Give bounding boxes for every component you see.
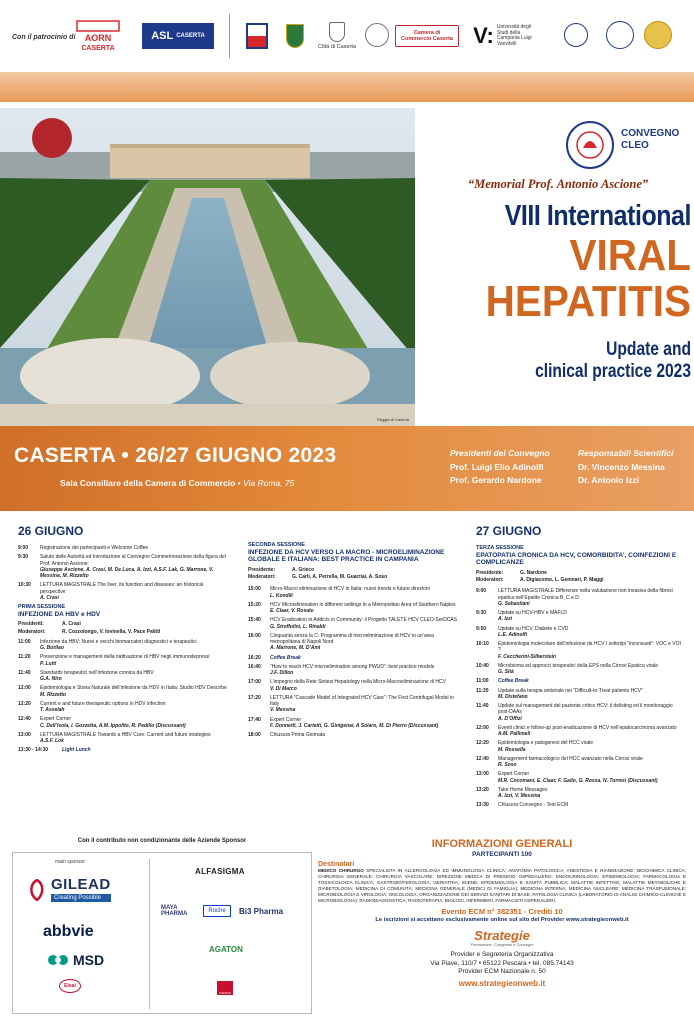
program-time: 17:40 bbox=[248, 716, 261, 723]
program-entry bbox=[40, 685, 230, 698]
program-time: 16:00 bbox=[248, 632, 261, 639]
program-speakers: V. Di Marco bbox=[270, 685, 297, 692]
program-row bbox=[476, 688, 682, 701]
gilead-logo bbox=[27, 877, 111, 902]
program-time: 9:30 bbox=[476, 610, 487, 617]
program-text: Epidemiologia e patogenesi del HCC virale bbox=[498, 740, 594, 747]
moderator-row bbox=[248, 574, 460, 580]
program-entry bbox=[498, 725, 682, 738]
program-time: 12:00 bbox=[476, 724, 489, 731]
program-row bbox=[476, 787, 682, 800]
moderator-row bbox=[18, 629, 230, 635]
program-text: Expert Corner bbox=[498, 771, 530, 778]
cleo-seal-icon bbox=[565, 120, 615, 170]
moderator-role: Presidenti: bbox=[18, 621, 44, 628]
program-text: Take Home Messages bbox=[498, 786, 548, 793]
program-speakers: F. Ceccherini-Silberstein bbox=[498, 653, 557, 660]
program-entry bbox=[40, 732, 230, 745]
program-time: 9:30 bbox=[18, 554, 29, 561]
provider-line3: Provider ECM Nazionale n. 50 bbox=[458, 968, 546, 976]
session1-list bbox=[18, 639, 230, 754]
moderator-names: A. Grieco bbox=[292, 566, 315, 573]
moderator-role: Presidente: bbox=[476, 569, 504, 576]
city-date: CASERTA • 26/27 GIUGNO 2023 bbox=[14, 444, 337, 467]
program-row bbox=[476, 678, 682, 684]
program-row bbox=[476, 641, 682, 660]
program-time: 12:40 bbox=[18, 716, 31, 723]
session1-title: INFEZIONE DA HBV e HDV bbox=[18, 610, 101, 618]
program-text: Current e and future therapeutic options in HDV infection bbox=[40, 700, 166, 707]
program-time: 9:50 bbox=[476, 625, 487, 632]
program-text: Standards terapeutici nell’infezione cronica da HBV bbox=[40, 669, 154, 676]
program-text: Saluto delle Autorità ed Introduzione al Convegno Commemorazione della figura del Prof. Antonio Ascione: bbox=[40, 554, 226, 567]
program-row bbox=[18, 654, 230, 667]
program-speakers: L.E. Adinolfi bbox=[498, 631, 527, 638]
subtitle-line2: clinical practice 2023 bbox=[535, 361, 691, 382]
patronage-bar bbox=[0, 0, 694, 72]
title-line3: HEPATITIS bbox=[485, 277, 691, 326]
program-time: 10:10 bbox=[476, 641, 489, 648]
program-text: Update sul management del paziente critico HCV: il delisting ed il monitoraggio post-DAAs bbox=[498, 703, 673, 716]
program-time: 15:40 bbox=[248, 617, 261, 624]
program-time: 17:20 bbox=[248, 694, 261, 701]
program-speakers: G. Stroffolini, L. Rinaldi bbox=[270, 623, 326, 630]
program-speakers: L. Kondili bbox=[270, 592, 293, 599]
gilead-icon bbox=[27, 879, 47, 901]
msd-icon bbox=[47, 951, 69, 969]
program-speakers: M. Rossella bbox=[498, 746, 526, 753]
session3-title: EPATOPATIA CRONICA DA HCV, COMORBIDITA’, COINFEZIONI E COMPLICANZE bbox=[476, 551, 677, 567]
ecm-line: Evento ECM n° 382351 - Crediti 10 bbox=[441, 906, 563, 916]
program-col-2 bbox=[248, 524, 460, 741]
program-entry bbox=[270, 617, 460, 630]
title-line2: VIRAL bbox=[569, 231, 691, 280]
program-text: Infezione da HBV: Nuovi e vecchi biomarcatori diagnostici e terapeutici bbox=[40, 638, 197, 645]
program-time: 11:20 bbox=[18, 654, 31, 661]
moderator-names: G. Nardone bbox=[520, 569, 547, 576]
program-time: 9:00 bbox=[18, 545, 29, 551]
general-info-section bbox=[318, 838, 686, 988]
gilead-name: GILEAD bbox=[51, 876, 111, 893]
program-speakers: M. Rizzetto bbox=[40, 691, 67, 698]
program-time: 12:20 bbox=[476, 740, 489, 747]
citta-di-caserta-text: Città di Caserta bbox=[318, 43, 356, 50]
program-entry bbox=[498, 802, 682, 808]
program-text: Registrazione dei partecipanti e Welcome Coffee bbox=[40, 545, 149, 551]
program-time: 12:00 bbox=[18, 685, 31, 692]
program-speakers: Giuseppe Ascione, A. Crasì, M. De Luca, A. Izzi, A.S.F. Lak, G. Marrone, V. Messina, M. Rizzetto bbox=[40, 566, 214, 579]
program-speakers: G. Sebastiani bbox=[498, 600, 530, 607]
moderator-names: A. Crasì bbox=[62, 621, 81, 628]
provider-block bbox=[318, 951, 686, 977]
program-speakers: A. Izzi, V. Messina bbox=[498, 793, 541, 800]
program-row bbox=[248, 602, 460, 615]
program-row bbox=[248, 679, 460, 692]
program-time: 17:00 bbox=[248, 679, 261, 686]
gilead-tagline: Creating Possible bbox=[51, 894, 111, 902]
session2-list bbox=[248, 586, 460, 738]
program-text: LETTURA MAGISTRALE The liver, its function and diseases: an historical perspective bbox=[40, 582, 204, 595]
universita-vanvitelli-logo: V: Università degli Studi della Campania Luigi Vanvitelli bbox=[468, 16, 548, 56]
program-entry bbox=[498, 663, 682, 676]
program-time: 12:20 bbox=[18, 700, 31, 707]
program-text: Micro-Macro eliminazione di HCV in Italia: nuovi trends e future direzioni bbox=[270, 586, 430, 593]
date-strip bbox=[0, 426, 694, 511]
presidents-label: Presidenti del Convegno bbox=[450, 448, 550, 458]
program-time: 18:00 bbox=[248, 732, 261, 739]
dest-body: SPECIALISTA IN ALLERGOLOGIA ED IMMUNOLOGIA CLINICA; ANATOMIA PATOLOGICA; ANESTESIA E RIANIMAZIONE; BIOCHIMICA CLINICA; CHIRURGIA GENERALE; CHIRURGIA VASCOLARE; DIREZIONE MEDICA DI PRESIDIO OSPEDALIERO; ENDOCRINOLOGIA; EPIDEMIOLOGIA; FARMACOLOGIA E TOSSICOLOGIA CLINICA; GASTROENTEROLOGIA; GERIATRIA; IGIENE, EPIDEMIOLOGIA E SANITÀ PUBBLICA; MALATTIE INFETTIVE; MALATTIE METABOLICHE E DIABETOLOGIA; MEDICINA DI COMUNITÀ; MEDICINA GENERALE (MEDICI DI FAMIGLIA); MEDICINA INTERNA; MEDICINA NUCLEARE; MEDICINA TRASFUSIONALE; MICROBIOLOGIA E VIROLOGIA; ONCOLOGIA; ORGANIZZAZIONE DEI SERVIZI SANITARI DI BASE; PATOLOGIA CLINICA (LABORATORIO DI ANALISI CHIMICO-CLINICHE E MICROBIOLOGIA); RADIODIAGNOSTICA; RADIOTERAPIA; BIOLOGI, INFERMIERI, FARMACISTI OSPEDALIERI. bbox=[318, 868, 686, 903]
program-time: 11:20 bbox=[476, 687, 489, 694]
program-speakers: P. Lutti bbox=[40, 660, 57, 667]
president-1: Prof. Luigi Elio Adinolfi bbox=[450, 462, 544, 472]
session1-moderators bbox=[18, 621, 230, 635]
moderator-role: Presidente: bbox=[248, 566, 276, 573]
universita-napoli-logo bbox=[552, 16, 600, 56]
session3-list bbox=[476, 588, 682, 808]
program-entry bbox=[498, 756, 682, 769]
program-row bbox=[476, 626, 682, 639]
venue-line bbox=[60, 478, 294, 488]
program-speakers: G.A. Niro bbox=[40, 676, 62, 683]
bi3-pharma-logo: Bi3 Pharma bbox=[239, 907, 284, 916]
subtitle-line1: Update and bbox=[606, 339, 691, 360]
program-text: HCV Eradication in Addicts in Community: il Progetto TALETE HCV CLEO-SerDCAS bbox=[270, 617, 458, 624]
program-text: LETTURA MAGISTRALE Differenze nella valutazione non invasiva della fibrosi epatica nell’Epatite Cronica B, C e D bbox=[498, 588, 673, 601]
camera-di-commercio-text: Camera di Commercio Caserta bbox=[395, 25, 459, 47]
program-speakers: F. Donnetti, J. Carletti, G. Ginigenai, A Solaro, M. Di Pierro (Discussant) bbox=[270, 722, 439, 729]
award-badge-icon bbox=[32, 118, 72, 158]
day1-intro-list bbox=[18, 545, 230, 601]
day2-heading: 27 GIUGNO bbox=[476, 524, 542, 538]
moderator-row bbox=[476, 570, 682, 576]
top-orange-band bbox=[0, 72, 694, 102]
program-text: Chiusura Prima Giornata bbox=[270, 732, 326, 739]
title-panel bbox=[415, 102, 694, 432]
program-row bbox=[18, 670, 230, 683]
provider-logo bbox=[318, 929, 686, 947]
participants: PARTECIPANTI 100 bbox=[472, 851, 532, 858]
day1-heading: 26 GIUGNO bbox=[18, 524, 84, 538]
msd-name: MSD bbox=[73, 952, 105, 968]
president-2: Prof. Gerardo Nardone bbox=[450, 475, 542, 485]
program-speakers: M.R. Cocomani, E. Claar, F. Gallo, G. Rossa, N. Torresi (Discussant) bbox=[498, 777, 658, 784]
program-entry bbox=[270, 732, 460, 738]
divider bbox=[229, 14, 230, 58]
moderator-role: Moderatori: bbox=[476, 577, 504, 584]
program-speakers: A. D’Offizi bbox=[498, 715, 522, 722]
program-row bbox=[476, 740, 682, 753]
dest-lead: MEDICO CHIRURGO bbox=[318, 868, 364, 873]
program-entry bbox=[270, 664, 460, 677]
program-time: 16:20 bbox=[248, 654, 261, 661]
info-title: INFORMAZIONI GENERALI bbox=[431, 838, 573, 850]
program-row bbox=[18, 685, 230, 698]
moderator-row bbox=[476, 577, 682, 583]
program-entry bbox=[498, 641, 682, 660]
moderator-names: G. Carli, A. Perrella, M. Guarriai, A. Soso bbox=[292, 574, 388, 581]
program-row bbox=[476, 725, 682, 738]
website-link[interactable]: www.strategieonweb.it bbox=[458, 979, 546, 989]
program-entry bbox=[40, 654, 230, 667]
program-row bbox=[476, 588, 682, 607]
program-text: Coffee Break bbox=[498, 678, 529, 685]
program-speakers: G. Borilao bbox=[40, 645, 64, 652]
memorial-text: “Memorial Prof. Antonio Ascione” bbox=[467, 177, 649, 191]
program-text: Epidemiologia molecolare dell’infezione da HCV I sottotipi “inconsueti”: VOC e VOI ? bbox=[498, 641, 681, 654]
program-entry bbox=[40, 582, 230, 601]
svg-text:AORN: AORN bbox=[84, 33, 112, 44]
session2-title: INFEZIONE DA HCV VERSO LA MACRO - MICROELIMINAZIONE GLOBALE E ITALIANA: BEST PRACTICE IN CAMPANIA bbox=[248, 548, 445, 564]
program-text: Cinquanta senza la C: Programma di microeliminazione di HCV in un’area metropolitana di Napoli Nord bbox=[270, 632, 434, 646]
program-row bbox=[248, 664, 460, 677]
program-entry bbox=[62, 747, 230, 753]
program-text: Chiusura Convegno - Test ECM bbox=[498, 802, 569, 809]
provider-line2: Via Piave, 110/7 • 65122 Pescara • tel. 085.74143 bbox=[430, 959, 574, 967]
program-entry bbox=[40, 554, 230, 579]
program-entry bbox=[40, 701, 230, 714]
program-row bbox=[18, 732, 230, 745]
program-row bbox=[476, 703, 682, 722]
citta-di-caserta-logo bbox=[316, 16, 358, 56]
program-speakers: A. Marrone, M. D’Amì bbox=[270, 645, 321, 652]
scientific-2: Dr. Antonio Izzi bbox=[578, 475, 640, 485]
program-row bbox=[18, 554, 230, 579]
program-entry bbox=[498, 787, 682, 800]
alfasigma-logo: ALFASIGMA bbox=[195, 867, 245, 876]
eisai-logo: Eisai bbox=[59, 979, 81, 993]
program-entry bbox=[40, 639, 230, 652]
program-time: 13:30 bbox=[476, 802, 489, 809]
msd-logo bbox=[47, 951, 104, 969]
program-text: Expert Corner bbox=[270, 716, 302, 723]
program-text: HCV Microelimination in different settings in a Metropolitan Area of Southern Naples bbox=[270, 601, 456, 608]
program-entry bbox=[40, 670, 230, 683]
scientific-label: Responsabili Scientifici bbox=[578, 448, 674, 458]
program-text: Prevenzione e management della riattivazione di HBV negli immunodepressi bbox=[40, 654, 210, 661]
program-text: LETTURA MAGISTRALE Towards a HBV Cure: Current and future strategies bbox=[40, 731, 211, 738]
program-speakers: R. Soso bbox=[498, 762, 517, 769]
abbvie-logo: abbvie bbox=[43, 923, 94, 940]
program-time: 10:30 bbox=[18, 582, 31, 589]
program-row bbox=[18, 639, 230, 652]
program-speakers: A.M. Pallimeli bbox=[498, 731, 531, 738]
program-time: 12:40 bbox=[476, 755, 489, 762]
program-time: 15:00 bbox=[248, 586, 261, 593]
moderator-names: A. Digiacomo, L. Gemnari, P. Maggi bbox=[520, 577, 604, 584]
program-entry bbox=[270, 655, 460, 661]
program-text: Update sulla terapia antivirale nei “Difficult-to-Treat patients HCV” bbox=[498, 687, 643, 694]
program-time: 11:40 bbox=[476, 703, 489, 710]
aorn-caserta-logo: AORN CASERTA bbox=[72, 16, 124, 56]
program-row bbox=[248, 655, 460, 661]
camera-di-commercio-logo bbox=[394, 16, 460, 56]
convegno-cleo-badge: CONVEGNO CLEO bbox=[621, 128, 680, 151]
program-row bbox=[476, 756, 682, 769]
main-sponsor-label: main sponsor bbox=[55, 859, 86, 865]
program-entry bbox=[498, 740, 682, 753]
program-text: Coffee Break bbox=[270, 654, 301, 661]
program-entry bbox=[498, 688, 682, 701]
program-text: Epidemiologia e Storia Naturale dell’infezione da HDV in Italia: Studio HDV Describe bbox=[40, 685, 227, 692]
program-entry bbox=[270, 679, 460, 692]
program-time: 11:40 bbox=[18, 669, 31, 676]
program-speakers: G. Sità bbox=[498, 669, 514, 676]
program-time: 13:30 - 14:30 bbox=[18, 747, 49, 754]
title-line1: VIII International bbox=[504, 200, 691, 232]
enroll-line: Le iscrizioni si accettano esclusivamente online sul sito del Provider www.strategieonweb.it bbox=[375, 916, 629, 923]
program-speakers: A. Crasì bbox=[40, 594, 59, 601]
program-row bbox=[18, 716, 230, 729]
program-col-1 bbox=[18, 524, 230, 757]
venue: Sala Consiliare della Camera di Commercio bbox=[60, 478, 236, 488]
session3-moderators bbox=[476, 570, 682, 584]
provincia-caserta-logo bbox=[282, 16, 308, 56]
ordine-medici-logo bbox=[364, 16, 390, 56]
program-time: 10:40 bbox=[476, 662, 489, 669]
program-entry bbox=[498, 771, 682, 784]
session2-moderators bbox=[248, 567, 460, 581]
sponsors-section bbox=[12, 838, 312, 1014]
program-time: 16:40 bbox=[248, 663, 261, 670]
program-text: Management farmacologico del HCC avanzato nella Cirrosi virale bbox=[498, 755, 643, 762]
program-text: LETTURA “Cascade Model of Integrated HCV Care”: The First Centrifugal Model in Italy bbox=[270, 694, 454, 708]
address: • Via Roma, 75 bbox=[237, 478, 295, 488]
moderator-role: Moderatori: bbox=[18, 628, 46, 635]
program-text: L’impegno della Rete Sintesi Hepatology nella Micro-Macroeliminazione di HCV bbox=[270, 679, 446, 686]
regione-campania-logo bbox=[242, 16, 272, 56]
program-entry bbox=[498, 626, 682, 639]
asl-caserta-logo: ASL CASERTA bbox=[140, 16, 216, 56]
program-speakers: T. Asselah bbox=[40, 707, 65, 714]
program-time: 13:00 bbox=[476, 771, 489, 778]
program-time: 11:00 bbox=[476, 678, 489, 685]
program-speakers: A. Izzi bbox=[498, 616, 513, 623]
agaton-logo: AGATON bbox=[209, 945, 243, 954]
program-speakers: E. Claar, V. Rosato bbox=[270, 608, 314, 615]
reggia-photo bbox=[0, 108, 415, 426]
program-speakers: M. Distefano bbox=[498, 693, 528, 700]
session3-label: TERZA SESSIONE bbox=[476, 545, 524, 551]
program-entry bbox=[270, 633, 460, 652]
moderator-row bbox=[248, 567, 460, 573]
provider-line1: Provider e Segreteria Organizzativa bbox=[450, 950, 554, 958]
program-text: Eventi clinici e follow-up post-eradicazione di HCV nell’epatocarcinoma avanzato bbox=[498, 724, 677, 731]
program-time: 15:20 bbox=[248, 601, 261, 608]
moderator-row bbox=[18, 621, 230, 627]
program-row bbox=[248, 617, 460, 630]
program-speakers: C. Dell’Isola, I. Gozzetta, A.M. Ippolito, R. Pedilio (Discussant) bbox=[40, 722, 186, 729]
program-row bbox=[18, 701, 230, 714]
program-time: 13:20 bbox=[476, 786, 489, 793]
program-row bbox=[248, 633, 460, 652]
lion-logo bbox=[604, 16, 636, 56]
program-entry bbox=[498, 678, 682, 684]
gold-seal-logo bbox=[642, 16, 674, 56]
program-entry bbox=[40, 545, 230, 551]
program-entry bbox=[498, 703, 682, 722]
program-text: “How to reach HCV microelimination among PWUD”: best practice models bbox=[270, 663, 435, 670]
program-text: Microbioma ed approcci terapeutici della EPS nella Cirrosi Epatica virale bbox=[498, 662, 659, 669]
program-row bbox=[248, 586, 460, 599]
destinatari-label: Destinatari bbox=[318, 861, 355, 868]
program-row bbox=[476, 771, 682, 784]
sponsors-label: Con il contributo non condizionante delle Aziende Sponsor bbox=[77, 838, 247, 844]
moderator-names: R. Cozzolongo, V. Iovinella, V. Pace Palitti bbox=[62, 628, 161, 635]
sponsors-box bbox=[12, 852, 312, 1014]
program-speakers: V. Messina bbox=[270, 707, 296, 714]
nadios-logo: NADIOS bbox=[217, 981, 233, 995]
maya-pharma-logo: MAYA PHARMA bbox=[161, 905, 188, 918]
program-time: 13:00 bbox=[18, 731, 31, 738]
program-text: Update su HCV, Diabete e CVD bbox=[498, 625, 569, 632]
destinatari-text bbox=[318, 868, 686, 904]
program-col-3 bbox=[476, 524, 682, 812]
program-time: 11:00 bbox=[18, 638, 31, 645]
program-entry bbox=[270, 717, 460, 730]
program-text: Expert Corner bbox=[40, 716, 72, 723]
universita-vanvitelli-text: Università degli Studi della Campania Luigi Vanvitelli bbox=[496, 24, 532, 47]
program-row bbox=[18, 545, 230, 551]
program-row bbox=[248, 732, 460, 738]
sponsors-divider bbox=[149, 859, 150, 1009]
program-speakers: A.S.F. Lok bbox=[40, 738, 64, 745]
program-row bbox=[18, 747, 230, 753]
program-row bbox=[248, 695, 460, 714]
program-entry bbox=[498, 610, 682, 623]
patronage-label: Con il patrocinio di bbox=[12, 34, 76, 41]
program-entry bbox=[270, 695, 460, 714]
program-row bbox=[18, 582, 230, 601]
program-text: Update su HCV-HBV e MAFLD bbox=[498, 610, 567, 617]
roche-logo: Roche bbox=[203, 905, 231, 917]
provider-tagline: Formazione, Congressi e Convegni bbox=[470, 941, 534, 947]
program-entry bbox=[40, 716, 230, 729]
program-time: 9:00 bbox=[476, 588, 487, 595]
program-row bbox=[476, 663, 682, 676]
photo-credit: Reggia di Caserta bbox=[376, 417, 409, 422]
program-speakers: J.F. Dillon bbox=[270, 670, 294, 677]
program-row bbox=[476, 610, 682, 623]
program-row bbox=[248, 717, 460, 730]
session1-label: PRIMA SESSIONE bbox=[18, 604, 66, 610]
program-entry bbox=[498, 588, 682, 607]
session2-label: SECONDA SESSIONE bbox=[248, 542, 305, 548]
scientific-1: Dr. Vincenzo Messina bbox=[578, 462, 665, 472]
program-entry bbox=[270, 602, 460, 615]
provider-logo-text: Strategie bbox=[474, 927, 530, 943]
moderator-role: Moderatori: bbox=[248, 574, 276, 581]
program-row bbox=[476, 802, 682, 808]
program-entry bbox=[270, 586, 460, 599]
program-text: Light Lunch bbox=[62, 747, 91, 754]
